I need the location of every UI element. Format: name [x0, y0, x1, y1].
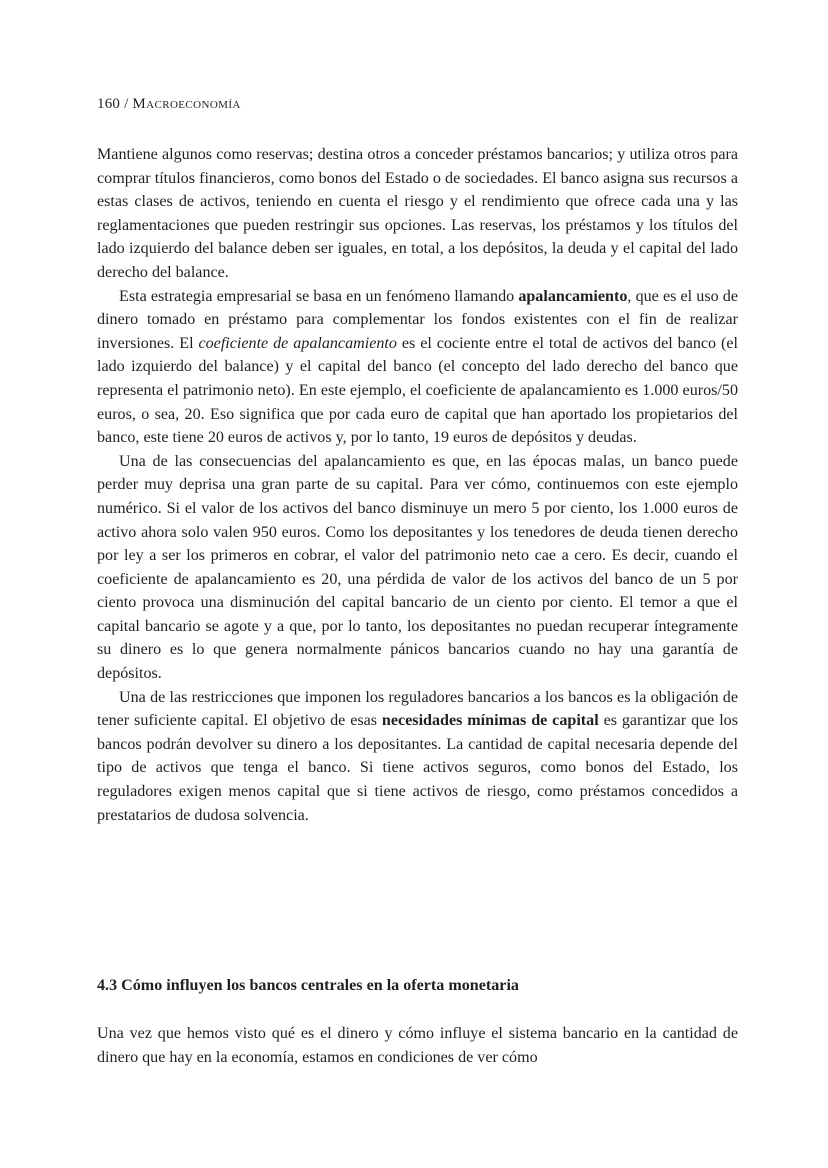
text-run: Una de las restricciones que imponen los reguladores bancarios a los bancos es la obligación de tener suficiente capital. El objetivo de esas: [97, 688, 738, 730]
paragraph: [97, 285, 738, 450]
text-run: Una de las consecuencias del apalancamiento es que, en las épocas malas, un banco puede perder muy deprisa una gran parte de su capital. Para ver cómo, continuemos con este ejemplo numérico. Si el valor de los activos del banco disminuye un mero 5 por ciento, los 1.000 euros de activo ahora solo valen 950 euros. Como los depositantes y los tenedores de deuda tienen derecho por ley a ser los primeros en cobrar, el valor del patrimonio neto cae a cero. Es decir, cuando el coeficiente de apalancamiento es 20, una pérdida de valor de los activos del banco de un 5 por ciento provoca una disminución del capital bancario de un ciento por ciento. El temor a que el capital bancario se agote y a que, por lo tanto, los depositantes no puedan recuperar íntegramente su dinero es lo que genera normalmente pánicos bancarios cuando no hay una garantía de depósitos.: [97, 452, 738, 683]
paragraph: [97, 143, 738, 285]
section-heading-wrap: [97, 974, 738, 998]
text-run: , que es el uso de dinero tomado en préstamo para complementar los fondos existentes con el fin de realizar inversiones. El: [97, 287, 738, 352]
running-head-book-title: Macroeconomía: [132, 96, 241, 112]
text-run: Esta estrategia empresarial se basa en un fenómeno llamando: [119, 287, 519, 305]
text-run: Una vez que hemos visto qué es el dinero y cómo influye el sistema bancario en la cantidad de dinero que hay en la economía, estamos en condiciones de ver cómo: [97, 1025, 738, 1066]
body-text-block: [97, 143, 738, 827]
running-head-page-number: 160: [97, 96, 121, 112]
paragraph: [97, 450, 738, 686]
section-heading: 4.3 Cómo influyen los bancos centrales en la oferta monetaria: [97, 977, 519, 994]
text-run: Mantiene algunos como reservas; destina otros a conceder préstamos bancarios; y utiliza otros para comprar títulos financieros, como bonos del Estado o de sociedades. El banco asigna sus recursos a estas clases de activos, teniendo en cuenta el riesgo y el rendimiento que ofrece cada una y las reglamentaciones que pueden restringir sus opciones. Las reservas, los préstamos y los títulos del lado izquierdo del balance deben ser iguales, en total, a los depósitos, la deuda y el capital del lado derecho del balance.: [97, 146, 738, 281]
running-head: [97, 96, 241, 113]
paragraph: [97, 686, 738, 828]
text-run: es garantizar que los bancos podrán devolver su dinero a los depositantes. La cantidad de capital necesaria depende del tipo de activos que tenga el banco. Si tiene activos seguros, como bonos del Estado, los reguladores exigen menos capital que si tiene activos de riesgo, como préstamos concedidos a prestatarios de dudosa solvencia.: [97, 712, 738, 824]
text-run: es el cociente entre el total de activos del banco (el lado izquierdo del balance) y el capital del banco (el concepto del lado derecho del banco que representa el patrimonio neto). En este ejemplo, el coeficiente de apalancamiento es 1.000 euros/50 euros, o sea, 20. Eso significa que por cada euro de capital que han aportado los propietarios del banco, este tiene 20 euros de activos y, por lo tanto, 19 euros de depósitos y deudas.: [97, 334, 738, 447]
emphasis-bold: apalancamiento: [518, 287, 628, 305]
emphasis-italic: coeficiente de apalancamiento: [198, 334, 397, 352]
paragraph: [97, 1022, 738, 1069]
emphasis-bold: necesidades mínimas de capital: [381, 712, 599, 730]
closing-text-block: [97, 1022, 738, 1069]
running-head-separator: /: [124, 96, 129, 112]
